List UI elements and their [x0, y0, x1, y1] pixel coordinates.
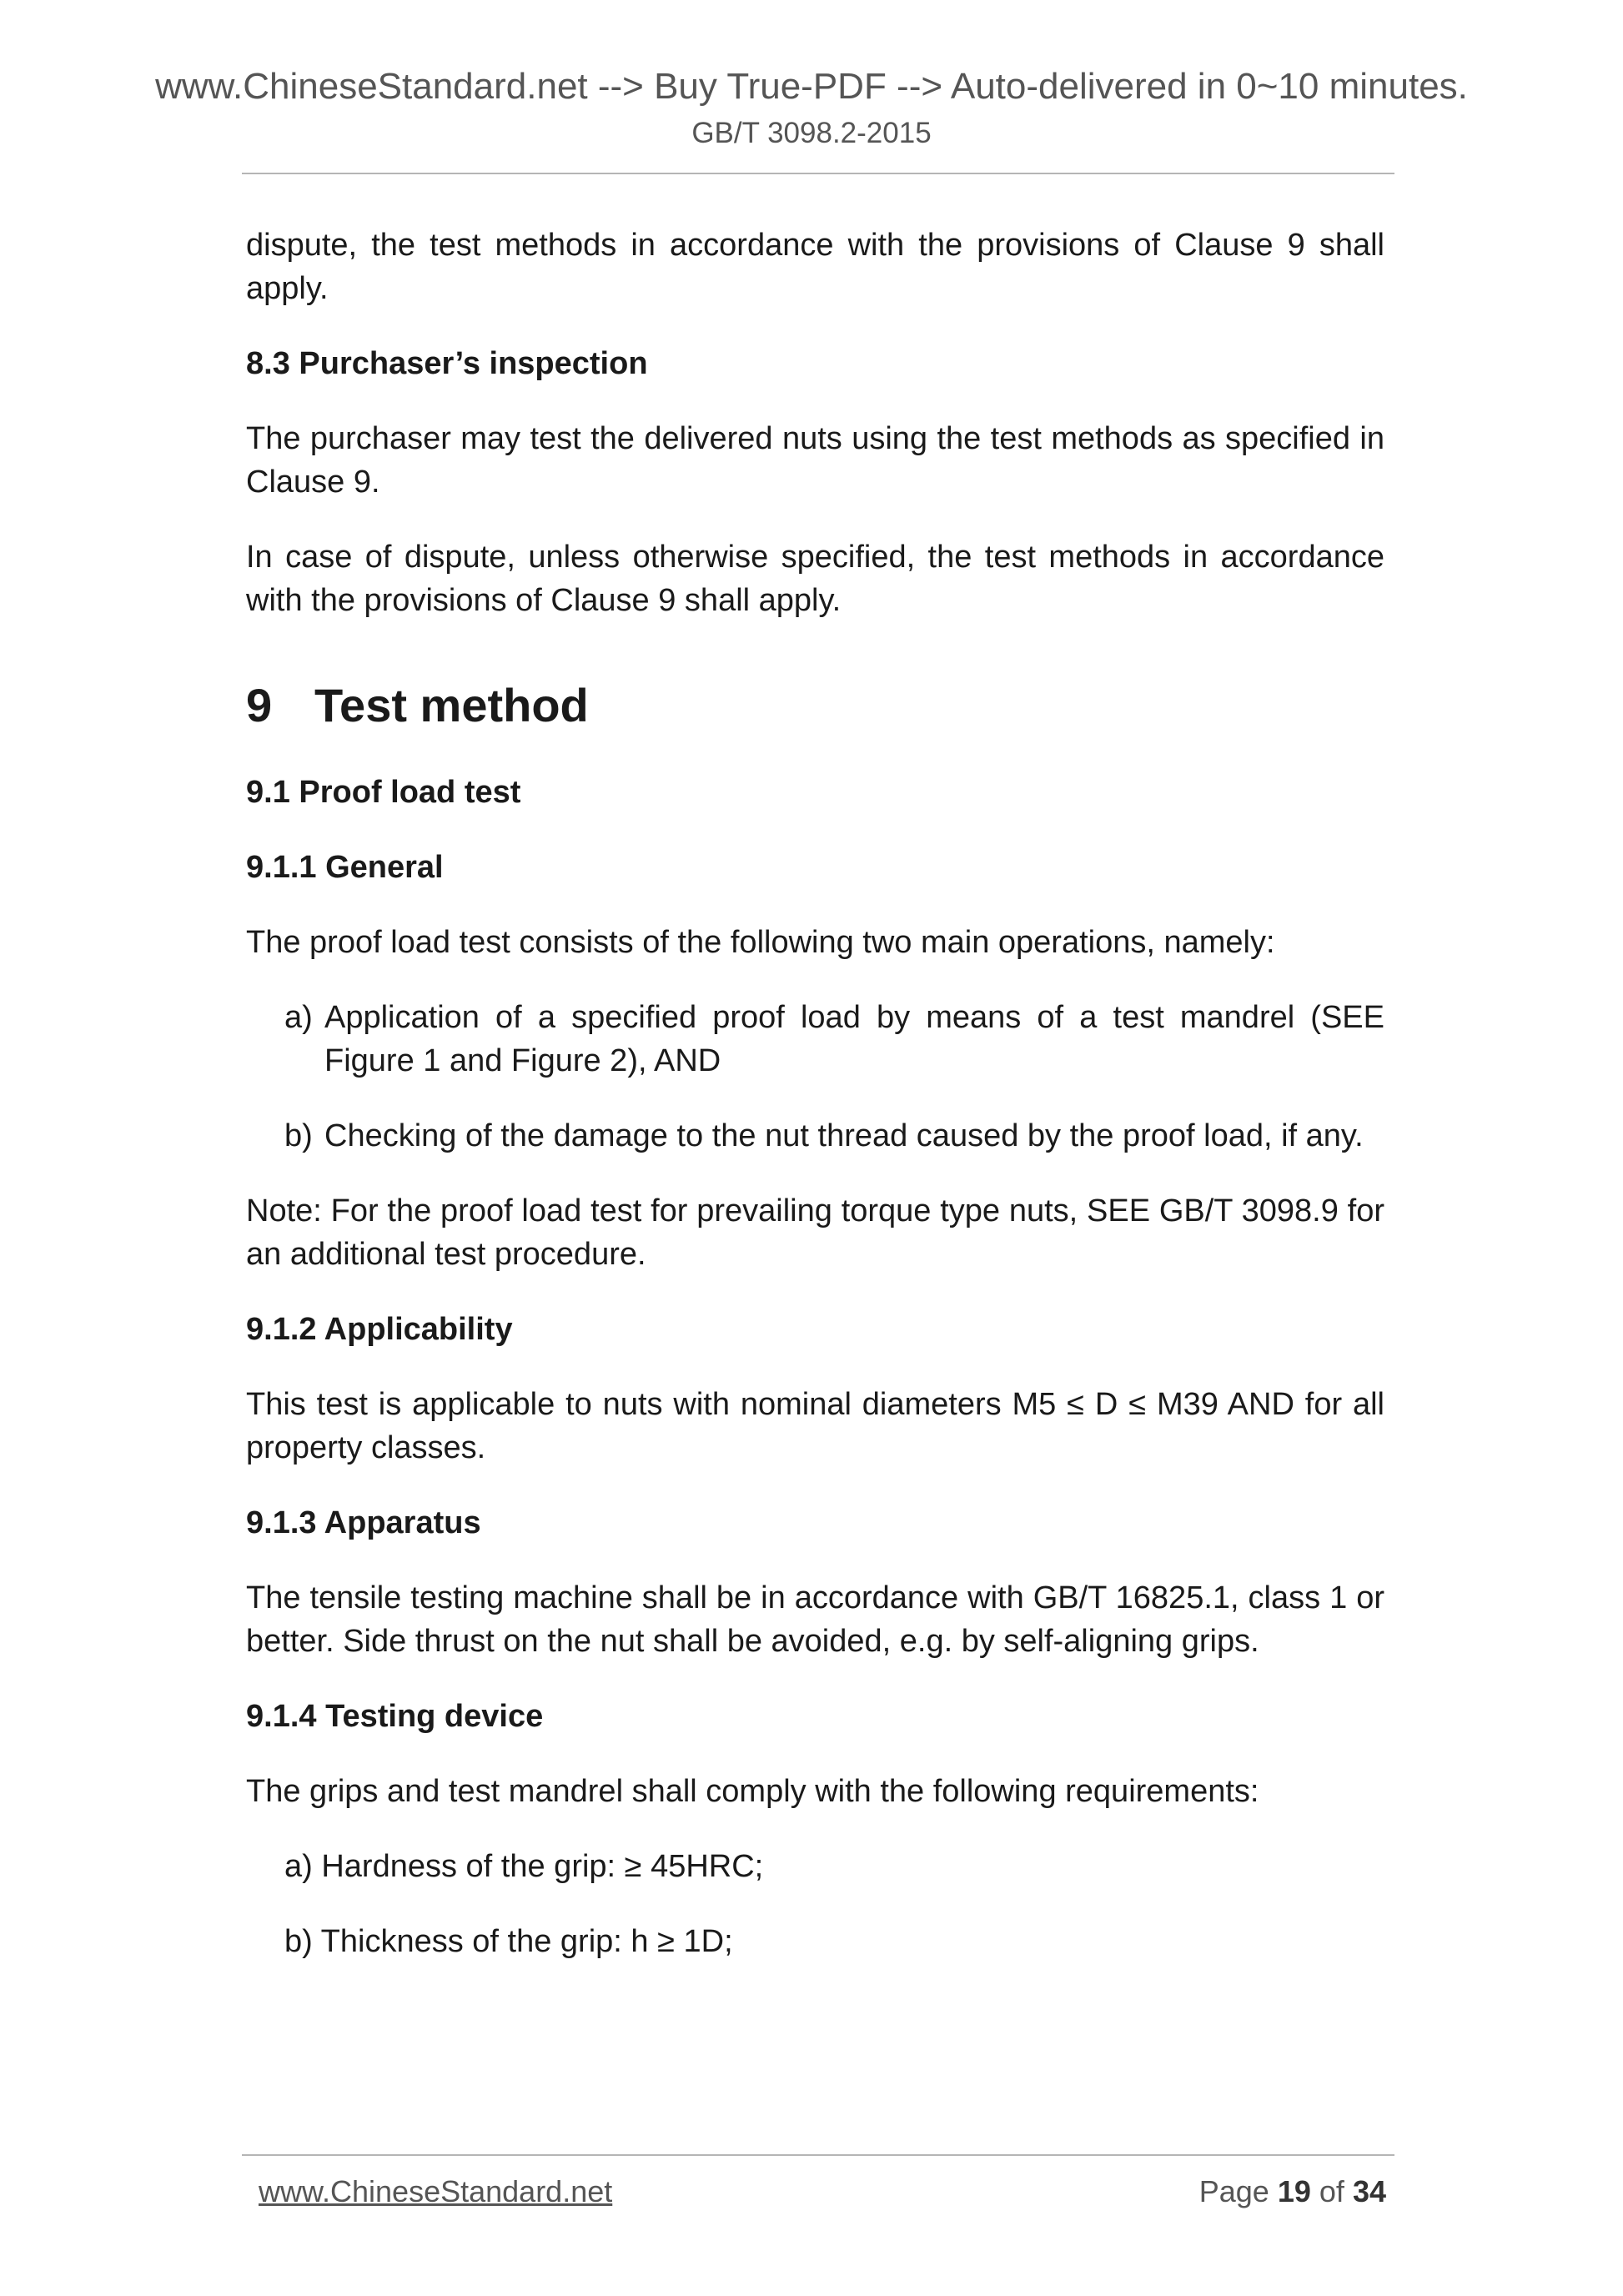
- list-item: [246, 1114, 1384, 1158]
- section-9-1-4-list: [246, 1845, 1384, 1963]
- section-8-3-paragraph-1: The purchaser may test the delivered nuts using the test methods as specified in Clause 9.: [246, 421, 1384, 500]
- list-marker: b): [284, 1924, 313, 1959]
- section-9-number: 9: [246, 679, 273, 731]
- section-9-1-1-heading: 9.1.1 General: [246, 850, 444, 885]
- list-item: [246, 1845, 1384, 1888]
- section-9-1-heading: 9.1 Proof load test: [246, 775, 521, 810]
- header-divider: [242, 173, 1394, 174]
- page-indicator: [1199, 2170, 1386, 2213]
- page-total: 34: [1352, 2174, 1386, 2208]
- list-item-text: Checking of the damage to the nut thread caused by the proof load, if any.: [324, 1118, 1364, 1153]
- page-footer: [259, 2170, 1386, 2213]
- section-8-3-paragraph-2: In case of dispute, unless otherwise specified, the test methods in accordance with the provisions of Clause 9 shall apply.: [246, 540, 1384, 618]
- list-item-text: Application of a specified proof load by means of a test mandrel (SEE Figure 1 and Figure 2), AND: [324, 1000, 1384, 1078]
- page-label: Page: [1198, 2174, 1269, 2208]
- intro-paragraph: dispute, the test methods in accordance with the provisions of Clause 9 shall apply.: [246, 228, 1384, 306]
- page-of: of: [1319, 2174, 1344, 2208]
- page-header: [0, 65, 1623, 152]
- page-current: 19: [1277, 2174, 1311, 2208]
- list-marker: b): [284, 1118, 313, 1153]
- section-9-1-1-note: Note: For the proof load test for prevailing torque type nuts, SEE GB/T 3098.9 for an additional test procedure.: [246, 1193, 1384, 1272]
- section-9-1-4-heading: 9.1.4 Testing device: [246, 1699, 544, 1734]
- list-marker: a): [284, 1849, 313, 1884]
- section-9-1-1-list: [246, 996, 1384, 1158]
- header-banner: www.ChineseStandard.net --> Buy True-PDF --> Auto-delivered in 0~10 minutes.: [155, 66, 1468, 107]
- section-9-heading: [246, 677, 1384, 734]
- list-item: [246, 996, 1384, 1083]
- header-standard-number: GB/T 3098.2-2015: [691, 117, 932, 149]
- section-8-3-heading: 8.3 Purchaser’s inspection: [246, 346, 648, 381]
- list-marker: a): [284, 1000, 313, 1035]
- list-item-text: Hardness of the grip: ≥ 45HRC;: [321, 1849, 764, 1884]
- section-9-1-3-paragraph: The tensile testing machine shall be in accordance with GB/T 16825.1, class 1 or better. Side thrust on the nut shall be avoided, e.g. by self-aligning grips.: [246, 1580, 1384, 1659]
- document-body: [246, 224, 1384, 1963]
- section-9-1-2-heading: 9.1.2 Applicability: [246, 1312, 513, 1347]
- section-9-1-3-heading: 9.1.3 Apparatus: [246, 1505, 481, 1540]
- section-9-1-2-paragraph: This test is applicable to nuts with nominal diameters M5 ≤ D ≤ M39 AND for all property classes.: [246, 1387, 1384, 1465]
- section-9-1-4-paragraph: The grips and test mandrel shall comply with the following requirements:: [246, 1774, 1259, 1809]
- footer-site-link[interactable]: www.ChineseStandard.net: [259, 2174, 613, 2208]
- section-9-title: Test method: [314, 679, 589, 731]
- footer-divider: [242, 2154, 1394, 2156]
- section-9-1-1-paragraph: The proof load test consists of the following two main operations, namely:: [246, 925, 1275, 960]
- list-item-text: Thickness of the grip: h ≥ 1D;: [320, 1924, 733, 1959]
- list-item: [246, 1920, 1384, 1963]
